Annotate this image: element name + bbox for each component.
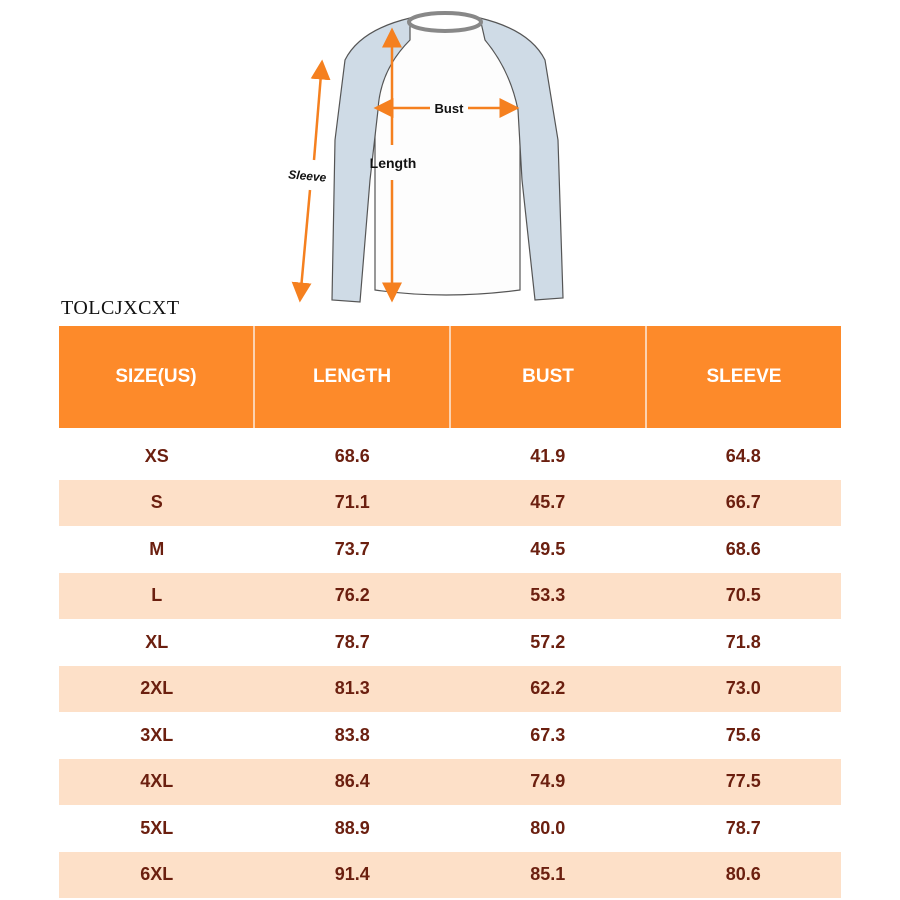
cell-size: 5XL xyxy=(140,817,174,838)
cell-sleeve: 64.8 xyxy=(725,445,761,466)
table-body xyxy=(59,433,841,898)
cell-bust: 80.0 xyxy=(530,817,566,838)
cell-bust: 85.1 xyxy=(530,864,566,885)
cell-bust: 74.9 xyxy=(530,771,566,792)
table-row xyxy=(59,573,841,620)
cell-bust: 41.9 xyxy=(530,445,566,466)
cell-sleeve: 70.5 xyxy=(725,585,761,606)
cell-size: 2XL xyxy=(140,678,174,699)
cell-size: 6XL xyxy=(140,864,174,885)
cell-size: M xyxy=(149,538,165,559)
cell-sleeve: 71.8 xyxy=(725,631,761,652)
cell-bust: 49.5 xyxy=(530,538,566,559)
table-row xyxy=(59,759,841,806)
shirt-measurement-diagram xyxy=(270,0,590,310)
brand-name: TOLCJXCXT xyxy=(61,297,180,319)
table-row xyxy=(59,805,841,852)
size-chart-table xyxy=(59,326,841,898)
cell-size: XL xyxy=(145,631,169,652)
cell-sleeve: 78.7 xyxy=(725,817,761,838)
cell-size: L xyxy=(151,585,163,606)
cell-length: 86.4 xyxy=(334,771,370,792)
cell-length: 88.9 xyxy=(334,817,370,838)
bust-label: Bust xyxy=(434,101,464,116)
cell-sleeve: 66.7 xyxy=(725,492,761,513)
cell-bust: 53.3 xyxy=(530,585,566,606)
table-row xyxy=(59,480,841,527)
cell-length: 76.2 xyxy=(334,585,370,606)
cell-size: 4XL xyxy=(140,771,174,792)
cell-sleeve: 75.6 xyxy=(725,724,761,745)
cell-size: S xyxy=(150,492,163,513)
cell-sleeve: 80.6 xyxy=(725,864,761,885)
cell-bust: 57.2 xyxy=(530,631,566,652)
cell-length: 78.7 xyxy=(334,631,370,652)
table-row xyxy=(59,526,841,573)
cell-length: 91.4 xyxy=(334,864,370,885)
header-length: LENGTH xyxy=(255,326,451,428)
cell-bust: 62.2 xyxy=(530,678,566,699)
table-row xyxy=(59,433,841,480)
table-row xyxy=(59,712,841,759)
table-header xyxy=(59,326,841,428)
collar xyxy=(409,13,481,31)
table-row xyxy=(59,619,841,666)
cell-sleeve: 68.6 xyxy=(725,538,761,559)
sleeve-label: Sleeve xyxy=(287,167,327,185)
table-row xyxy=(59,666,841,713)
cell-bust: 67.3 xyxy=(530,724,566,745)
cell-length: 68.6 xyxy=(334,445,370,466)
cell-size: 3XL xyxy=(140,724,174,745)
table-row xyxy=(59,852,841,899)
cell-bust: 45.7 xyxy=(530,492,566,513)
header-bust: BUST xyxy=(451,326,647,428)
cell-sleeve: 77.5 xyxy=(725,771,761,792)
cell-size: XS xyxy=(144,445,169,466)
cell-length: 71.1 xyxy=(334,492,370,513)
header-sleeve: SLEEVE xyxy=(647,326,841,428)
cell-length: 81.3 xyxy=(334,678,370,699)
header-size: SIZE(US) xyxy=(59,326,255,428)
cell-length: 83.8 xyxy=(334,724,370,745)
cell-length: 73.7 xyxy=(334,538,370,559)
cell-sleeve: 73.0 xyxy=(725,678,761,699)
length-label: Length xyxy=(369,155,417,171)
